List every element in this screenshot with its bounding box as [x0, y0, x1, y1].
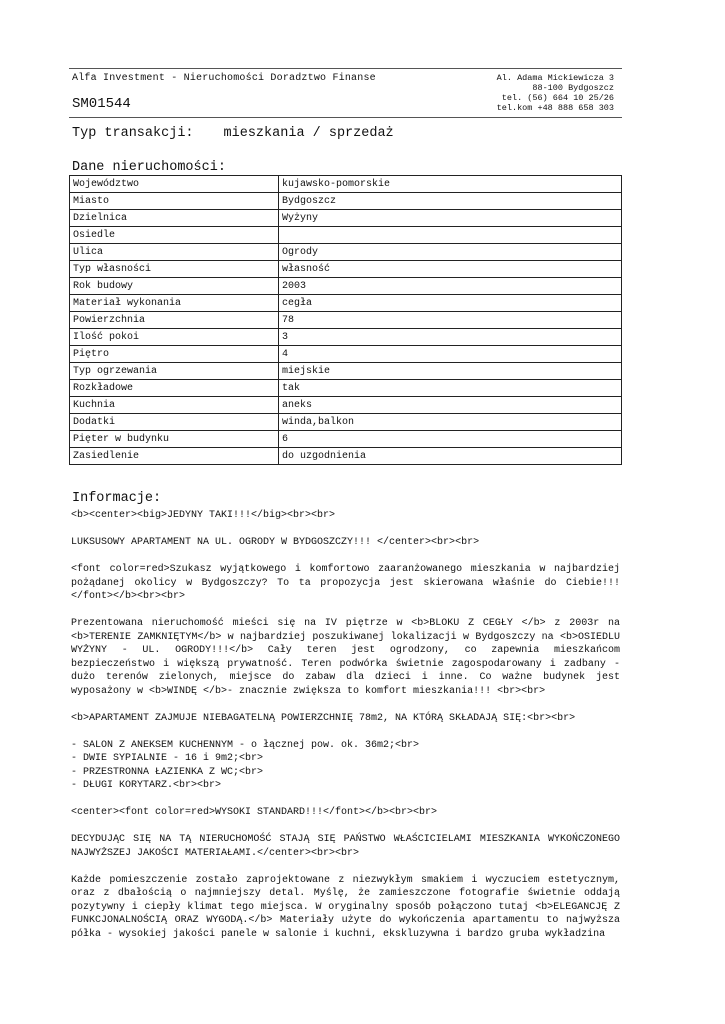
property-section-title: Dane nieruchomości: — [72, 160, 226, 175]
property-value: 6 — [279, 431, 622, 448]
property-key: Ilość pokoi — [70, 329, 279, 346]
agency-address — [497, 73, 614, 113]
info-paragraph: <center><font color=red>WYSOKI STANDARD!!!</font></b><br><br> — [71, 807, 438, 818]
property-key: Dzielnica — [70, 210, 279, 227]
property-value: Bydgoszcz — [279, 193, 622, 210]
header-rule — [69, 117, 622, 118]
property-row — [70, 295, 622, 312]
info-paragraph: LUKSUSOWY APARTAMENT NA UL. OGRODY W BYDGOSZCZY!!! </center><br><br> — [71, 537, 480, 548]
property-key: Miasto — [70, 193, 279, 210]
property-value: do uzgodnienia — [279, 448, 622, 465]
transaction-label: Typ transakcji: — [72, 126, 194, 141]
transaction-type — [72, 126, 622, 146]
property-key: Dodatki — [70, 414, 279, 431]
property-row — [70, 431, 622, 448]
property-value: Wyżyny — [279, 210, 622, 227]
property-value: miejskie — [279, 363, 622, 380]
property-key: Typ ogrzewania — [70, 363, 279, 380]
transaction-value: mieszkania / sprzedaż — [223, 126, 394, 141]
info-paragraph: <b><center><big>JEDYNY TAKI!!!</big><br><br> — [71, 510, 336, 521]
property-value: kujawsko-pomorskie — [279, 176, 622, 193]
info-paragraph: <b>APARTAMENT ZAJMUJE NIEBAGATELNĄ POWIERZCHNIĘ 78m2, NA KTÓRĄ SKŁADAJĄ SIĘ:<br><br> — [71, 712, 576, 724]
property-value: aneks — [279, 397, 622, 414]
property-key: Typ własności — [70, 261, 279, 278]
property-row — [70, 176, 622, 193]
property-value: 2003 — [279, 278, 622, 295]
property-row — [70, 346, 622, 363]
property-key: Rozkładowe — [70, 380, 279, 397]
property-value: cegła — [279, 295, 622, 312]
property-row — [70, 227, 622, 244]
address-line: tel. (56) 664 10 25/26 — [501, 93, 614, 103]
property-row — [70, 448, 622, 465]
listing-code: SM01544 — [72, 96, 131, 112]
property-value: własność — [279, 261, 622, 278]
info-paragraph: <font color=red>Szukasz wyjątkowego i komfortowo zaaranżowanego mieszkania w najbardziej pożądanej okolicy w Bydgoszczy? To ta propozycja jest skierowana właśnie do Ciebie!!!</font></b><br><br> — [71, 564, 620, 602]
property-key: Osiedle — [70, 227, 279, 244]
address-line: 88-100 Bydgoszcz — [532, 83, 614, 93]
address-line: Al. Adama Mickiewicza 3 — [496, 73, 614, 83]
property-key: Powierzchnia — [70, 312, 279, 329]
property-row — [70, 380, 622, 397]
company-name: Alfa Investment - Nieruchomości Doradztwo Finanse — [72, 73, 376, 84]
property-value: 4 — [279, 346, 622, 363]
property-row — [70, 329, 622, 346]
property-row — [70, 312, 622, 329]
property-key: Pięter w budynku — [70, 431, 279, 448]
info-paragraph: Każde pomieszczenie zostało zaprojektowane z niezwykłym smakiem i wyczuciem estetycznym, oraz z dbałością o najmniejszy detal. Myślę, że zamieszczone fotografie świetnie oddają pozytywny i ciepły klimat tego miejsca. W oryginalny sposób połączono tutaj <b>ELEGANCJĘ Z FUNKCJONALNOŚCIĄ ORAZ WYGODĄ.</b> Materiały użyte do wykończenia apartamentu to najwyższa półka - wysokiej jakości panele w salonie i kuchni, ekskluzywna i bardzo gruba wykładzina — [71, 874, 620, 940]
property-key: Materiał wykonania — [70, 295, 279, 312]
property-value: 78 — [279, 312, 622, 329]
header — [69, 69, 622, 117]
property-row — [70, 193, 622, 210]
property-table — [69, 175, 622, 465]
info-paragraph: DECYDUJĄC SIĘ NA TĄ NIERUCHOMOŚĆ STAJĄ SIĘ PAŃSTWO WŁAŚCICIELAMI MIESZKANIA WYKOŃCZONEGO NAJWYŻSZEJ JAKOŚCI MATERIAŁAMI.</center><br><br> — [71, 834, 620, 859]
info-paragraph: Prezentowana nieruchomość mieści się na IV piętrze w <b>BLOKU Z CEGŁY </b> z 2003r na <b>TERENIE ZAMKNIĘTYM</b> w najbardziej poszukiwanej lokalizacji w Bydgoszczy na <b>OSIEDLU WYŻYNY - UL. OGRODY!!!</b> Cały teren jest ogrodzony, co zapewnia mieszkańcom bezpieczeństwo i większą prywatność. Teren podwórka świetnie zagospodarowany i zadbany - dużo terenów zielonych, miejsce do zabaw dla dzieci i inne. Co ważne budynek jest wyposażony w <b>WINDĘ </b>- znacznie zwiększa to komfort mieszkania!!! <br><br> — [71, 618, 620, 697]
property-row — [70, 261, 622, 278]
property-key: Piętro — [70, 346, 279, 363]
property-row — [70, 210, 622, 227]
property-row — [70, 363, 622, 380]
property-value: tak — [279, 380, 622, 397]
property-row — [70, 278, 622, 295]
info-paragraph: - SALON Z ANEKSEM KUCHENNYM - o łącznej pow. ok. 36m2;<br> - DWIE SYPIALNIE - 16 i 9m2;<br> - PRZESTRONNA ŁAZIENKA Z WC;<br> - DŁUGI KORYTARZ.<br><br> — [71, 739, 420, 791]
property-value: Ogrody — [279, 244, 622, 261]
property-key: Kuchnia — [70, 397, 279, 414]
property-row — [70, 244, 622, 261]
property-key: Zasiedlenie — [70, 448, 279, 465]
property-key: Rok budowy — [70, 278, 279, 295]
info-section-title: Informacje: — [72, 491, 162, 506]
property-row — [70, 414, 622, 431]
address-line: tel.kom +48 888 658 303 — [496, 103, 614, 113]
property-key: Województwo — [70, 176, 279, 193]
property-value: winda,balkon — [279, 414, 622, 431]
property-key: Ulica — [70, 244, 279, 261]
info-text — [69, 509, 622, 941]
listing-page — [69, 68, 622, 955]
property-value — [279, 227, 622, 244]
property-value: 3 — [279, 329, 622, 346]
property-row — [70, 397, 622, 414]
